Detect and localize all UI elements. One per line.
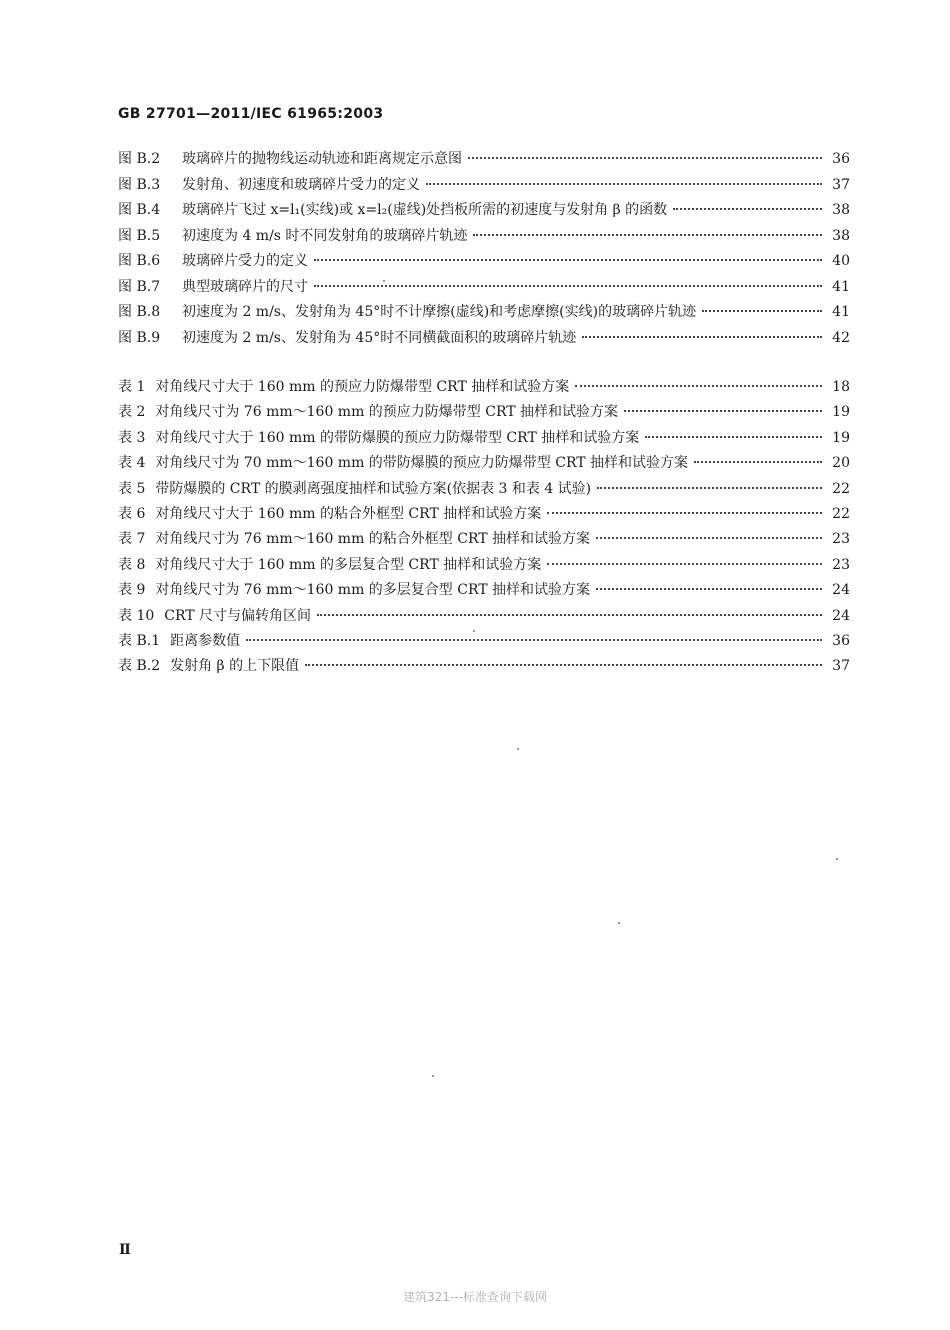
watermark-footer: 建筑321---标准查询下载网 xyxy=(403,1290,547,1304)
figure-entry[interactable] xyxy=(118,199,850,225)
figure-entry[interactable] xyxy=(118,148,850,174)
entry-page-number: 41 xyxy=(832,304,850,320)
entry-title: 典型玻璃碎片的尺寸 xyxy=(182,278,308,295)
entry-title: 对角线尺寸为 76 mm～160 mm 的预应力防爆带型 CRT 抽样和试验方案 xyxy=(155,404,619,421)
figure-entry[interactable] xyxy=(118,250,850,276)
entry-title: 对角线尺寸大于 160 mm 的带防爆膜的预应力防爆带型 CRT 抽样和试验方案 xyxy=(155,429,640,446)
entry-page-number: 40 xyxy=(832,253,850,269)
dot-leader xyxy=(468,157,822,159)
table-entry[interactable] xyxy=(118,554,850,579)
dot-leader xyxy=(673,208,822,210)
entry-title: 玻璃碎片飞过 x=l₁(实线)或 x=l₂(虚线)处挡板所需的初速度与发射角 β 的函数 xyxy=(182,202,668,218)
entry-page-number: 24 xyxy=(832,607,850,624)
entry-label: 图 B.7 xyxy=(118,278,161,295)
table-entry[interactable] xyxy=(118,579,850,604)
entry-label: 表 6 xyxy=(118,505,146,522)
dot-leader xyxy=(702,310,822,312)
table-list xyxy=(118,376,850,681)
figure-entry[interactable] xyxy=(118,174,850,200)
entry-label: 图 B.3 xyxy=(118,176,161,193)
dot-leader xyxy=(317,614,822,616)
table-entry[interactable] xyxy=(118,528,850,553)
entry-page-number: 23 xyxy=(832,556,850,573)
entry-page-number: 23 xyxy=(832,531,850,548)
entry-label: 表 2 xyxy=(118,404,146,421)
entry-page-number: 37 xyxy=(832,176,850,193)
entry-page-number: 36 xyxy=(832,151,850,167)
entry-page-number: 41 xyxy=(832,278,850,295)
page-number: Ⅱ xyxy=(119,1242,131,1258)
entry-title: 对角线尺寸为 76 mm～160 mm 的粘合外框型 CRT 抽样和试验方案 xyxy=(155,531,591,548)
dot-leader xyxy=(596,588,822,590)
standard-header: GB 27701—2011/IEC 61965:2003 xyxy=(118,106,384,122)
entry-label: 表 4 xyxy=(118,455,146,472)
entry-title: 初速度为 2 m/s、发射角为 45°时不计摩擦(虚线)和考虑摩擦(实线)的玻璃碎片轨迹 xyxy=(182,304,697,320)
entry-title: 对角线尺寸大于 160 mm 的多层复合型 CRT 抽样和试验方案 xyxy=(155,556,542,573)
entry-title: CRT 尺寸与偏转角区间 xyxy=(164,607,312,624)
figure-entry[interactable] xyxy=(118,327,850,353)
figure-list xyxy=(118,148,850,352)
entry-label: 表 9 xyxy=(118,582,146,599)
entry-page-number: 37 xyxy=(832,658,850,675)
dot-leader xyxy=(645,436,822,438)
entry-label: 表 7 xyxy=(118,531,146,548)
dot-leader xyxy=(246,639,822,641)
entry-label: 表 1 xyxy=(118,379,146,395)
dot-leader xyxy=(547,563,822,565)
dot-leader xyxy=(305,664,822,666)
table-entry[interactable] xyxy=(118,452,850,477)
dot-leader xyxy=(624,410,822,412)
entry-page-number: 19 xyxy=(832,429,850,446)
entry-title: 初速度为 4 m/s 时不同发射角的玻璃碎片轨迹 xyxy=(182,227,468,244)
scan-speck xyxy=(517,748,519,750)
entry-title: 玻璃碎片受力的定义 xyxy=(182,253,308,269)
entry-title: 发射角 β 的上下限值 xyxy=(170,658,300,675)
entry-title: 发射角、初速度和玻璃碎片受力的定义 xyxy=(182,176,420,193)
table-entry[interactable] xyxy=(118,401,850,426)
entry-page-number: 42 xyxy=(832,329,850,346)
entry-title: 初速度为 2 m/s、发射角为 45°时不同横截面积的玻璃碎片轨迹 xyxy=(182,329,577,346)
scan-speck xyxy=(618,922,620,924)
entry-page-number: 24 xyxy=(832,582,850,599)
table-entry[interactable] xyxy=(118,478,850,503)
entry-label: 表 B.2 xyxy=(118,658,161,675)
table-entry[interactable] xyxy=(118,427,850,452)
entry-title: 对角线尺寸大于 160 mm 的预应力防爆带型 CRT 抽样和试验方案 xyxy=(155,379,570,395)
figure-entry[interactable] xyxy=(118,276,850,302)
entry-label: 图 B.5 xyxy=(118,227,161,244)
entry-label: 图 B.8 xyxy=(118,304,161,320)
entry-page-number: 38 xyxy=(832,202,850,218)
entry-label: 表 3 xyxy=(118,429,146,446)
entry-page-number: 18 xyxy=(832,379,850,395)
entry-label: 表 5 xyxy=(118,480,146,497)
entry-page-number: 20 xyxy=(832,455,850,472)
scan-speck xyxy=(383,280,385,282)
dot-leader xyxy=(575,385,822,387)
table-entry[interactable] xyxy=(118,655,850,680)
entry-label: 图 B.4 xyxy=(118,202,161,218)
dot-leader xyxy=(597,487,822,489)
scan-speck xyxy=(473,630,475,632)
dot-leader xyxy=(473,234,822,236)
entry-label: 表 8 xyxy=(118,556,146,573)
entry-page-number: 22 xyxy=(832,480,850,497)
entry-title: 距离参数值 xyxy=(170,632,241,649)
entry-page-number: 36 xyxy=(832,632,850,649)
entry-label: 表 10 xyxy=(118,607,155,624)
dot-leader xyxy=(596,537,822,539)
entry-page-number: 38 xyxy=(832,227,850,244)
dot-leader xyxy=(582,336,822,338)
table-entry[interactable] xyxy=(118,630,850,655)
table-entry[interactable] xyxy=(118,376,850,401)
dot-leader xyxy=(314,285,822,287)
entry-label: 图 B.6 xyxy=(118,253,161,269)
dot-leader xyxy=(694,461,822,463)
table-entry[interactable] xyxy=(118,605,850,630)
entry-page-number: 22 xyxy=(832,505,850,522)
entry-title: 玻璃碎片的抛物线运动轨迹和距离规定示意图 xyxy=(182,151,462,167)
table-entry[interactable] xyxy=(118,503,850,528)
entry-title: 对角线尺寸大于 160 mm 的粘合外框型 CRT 抽样和试验方案 xyxy=(155,505,542,522)
figure-entry[interactable] xyxy=(118,225,850,251)
entry-label: 图 B.2 xyxy=(118,151,161,167)
scan-speck xyxy=(836,858,838,860)
entry-label: 表 B.1 xyxy=(118,632,161,649)
entry-title: 带防爆膜的 CRT 的膜剥离强度抽样和试验方案(依据表 3 和表 4 试验) xyxy=(155,480,592,497)
figure-entry[interactable] xyxy=(118,301,850,327)
entry-title: 对角线尺寸为 70 mm～160 mm 的带防爆膜的预应力防爆带型 CRT 抽样和试验方案 xyxy=(155,455,689,472)
dot-leader xyxy=(426,183,822,185)
entry-label: 图 B.9 xyxy=(118,329,161,346)
entry-title: 对角线尺寸为 76 mm～160 mm 的多层复合型 CRT 抽样和试验方案 xyxy=(155,582,591,599)
dot-leader xyxy=(314,259,822,261)
dot-leader xyxy=(547,512,822,514)
entry-page-number: 19 xyxy=(832,404,850,421)
scan-speck xyxy=(432,1075,434,1077)
